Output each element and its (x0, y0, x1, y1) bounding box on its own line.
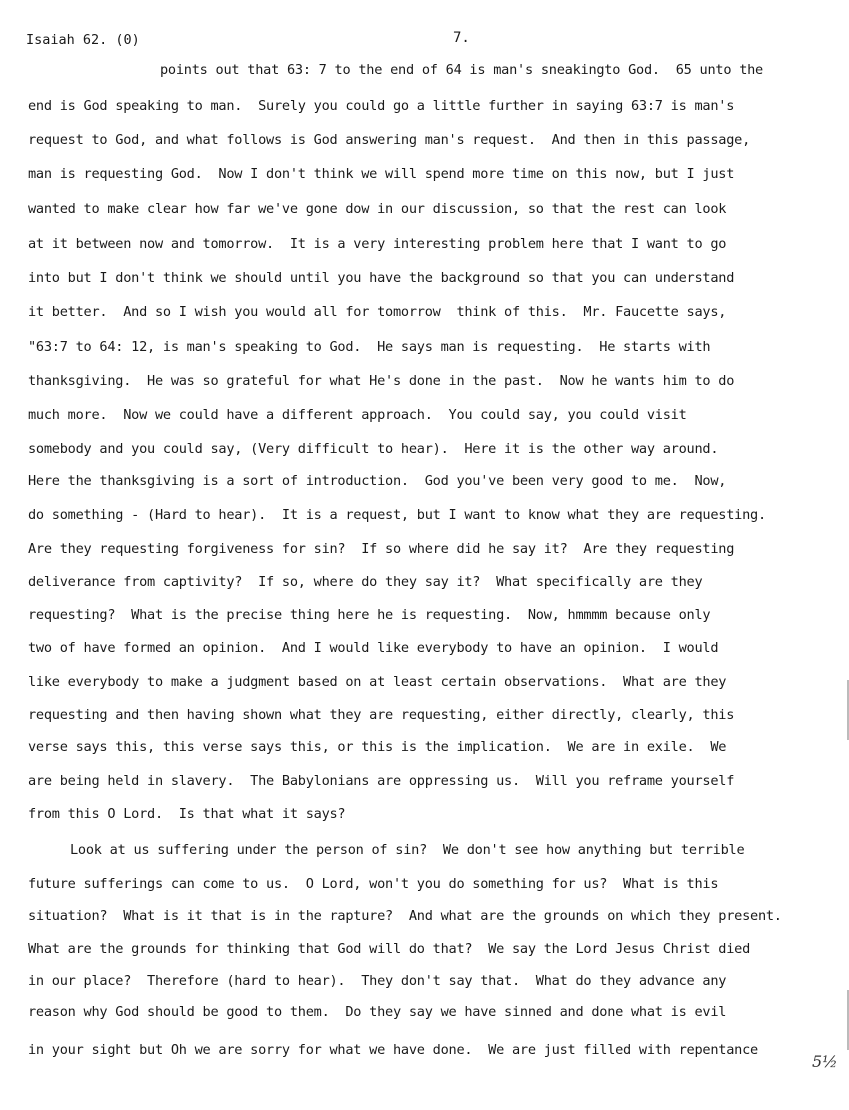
text-line: do something - (Hard to hear). It is a request, but I want to know what they are requesting. (28, 507, 766, 523)
text-line: points out that 63: 7 to the end of 64 is man's sneakingto God. 65 unto the (160, 62, 763, 78)
text-line: situation? What is it that is in the rapture? And what are the grounds on which they present. (28, 908, 782, 924)
header-title: Isaiah 62. (0) (26, 32, 140, 48)
text-line: somebody and you could say, (Very difficult to hear). Here it is the other way around. (28, 441, 719, 457)
page-number: 7. (453, 30, 470, 46)
text-line: much more. Now we could have a different approach. You could say, you could visit (28, 407, 687, 423)
text-line: requesting? What is the precise thing here he is requesting. Now, hmmmm because only (28, 607, 711, 623)
text-line: Look at us suffering under the person of sin? We don't see how anything but terrible (70, 842, 745, 858)
text-line: thanksgiving. He was so grateful for what He's done in the past. Now he wants him to do (28, 373, 735, 389)
handwritten-page-note: 5½ (812, 1052, 838, 1071)
text-line: requesting and then having shown what they are requesting, either directly, clearly, this (28, 707, 735, 723)
text-line: man is requesting God. Now I don't think we will spend more time on this now, but I just (28, 166, 735, 182)
text-line: it better. And so I wish you would all for tomorrow think of this. Mr. Faucette says, (28, 304, 727, 320)
text-line: into but I don't think we should until you have the background so that you can understand (28, 270, 735, 286)
text-line: like everybody to make a judgment based on at least certain observations. What are they (28, 674, 727, 690)
text-line: wanted to make clear how far we've gone dow in our discussion, so that the rest can look (28, 201, 727, 217)
text-line: two of have formed an opinion. And I would like everybody to have an opinion. I would (28, 640, 719, 656)
text-line: at it between now and tomorrow. It is a very interesting problem here that I want to go (28, 236, 727, 252)
text-line: in our place? Therefore (hard to hear). They don't say that. What do they advance any (28, 973, 727, 989)
text-line: verse says this, this verse says this, or this is the implication. We are in exile. We (28, 739, 727, 755)
text-line: deliverance from captivity? If so, where do they say it? What specifically are they (28, 574, 703, 590)
text-line: Are they requesting forgiveness for sin? If so where did he say it? Are they requesting (28, 541, 735, 557)
text-line: reason why God should be good to them. Do they say we have sinned and done what is evil (28, 1004, 727, 1020)
text-line: end is God speaking to man. Surely you could go a little further in saying 63:7 is man's (28, 98, 735, 114)
text-line: future sufferings can come to us. O Lord, won't you do something for us? What is this (28, 876, 719, 892)
text-line: request to God, and what follows is God answering man's request. And then in this passage, (28, 132, 751, 148)
text-line: What are the grounds for thinking that God will do that? We say the Lord Jesus Christ died (28, 941, 751, 957)
text-line: are being held in slavery. The Babylonians are oppressing us. Will you reframe yourself (28, 773, 735, 789)
text-line: in your sight but Oh we are sorry for what we have done. We are just filled with repentance (28, 1042, 758, 1058)
text-line: "63:7 to 64: 12, is man's speaking to God. He says man is requesting. He starts with (28, 339, 711, 355)
text-line: Here the thanksgiving is a sort of introduction. God you've been very good to me. Now, (28, 473, 727, 489)
text-line: from this O Lord. Is that what it says? (28, 806, 346, 822)
